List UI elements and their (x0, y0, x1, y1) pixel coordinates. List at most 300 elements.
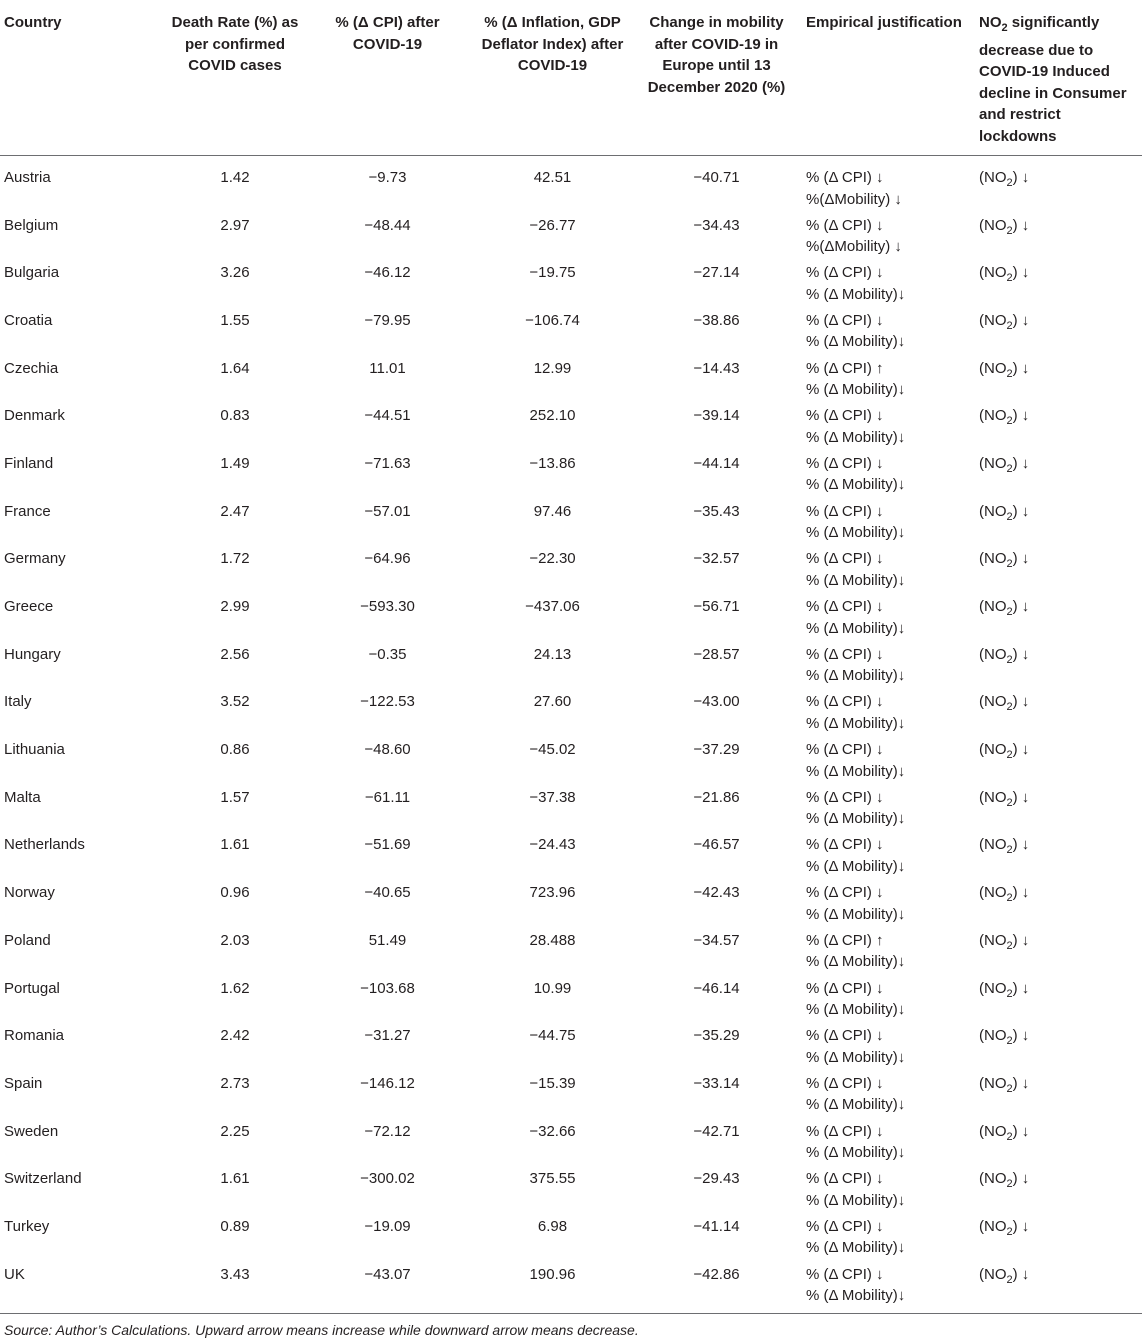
cell-inflation: 28.488 (529, 931, 576, 949)
cell-cpi: −46.12 (364, 264, 411, 282)
table-row (0, 978, 1142, 1026)
cell-empirical (798, 596, 973, 644)
empirical-mobility-line: % (Δ Mobility)↓ (806, 1096, 906, 1114)
cell-inflation: −26.77 (529, 216, 576, 234)
empirical-mobility-line: % (Δ Mobility)↓ (806, 381, 906, 399)
no2-suffix: ) ↓ (1012, 1217, 1030, 1235)
cell-country: Malta (4, 788, 41, 806)
cell-no2 (973, 453, 1142, 501)
cell-cpi: −19.09 (364, 1217, 411, 1235)
no2-suffix: ) ↓ (1012, 1074, 1030, 1092)
empirical-mobility-line: % (Δ Mobility)↓ (806, 857, 906, 875)
cell-empirical (798, 156, 973, 215)
empirical-mobility-line: % (Δ Mobility)↓ (806, 571, 906, 589)
cell-empirical (798, 215, 973, 263)
no2-subscript: 2 (1006, 177, 1013, 189)
cell-inflation: 97.46 (533, 502, 572, 520)
table-row (0, 596, 1142, 644)
cell-cpi: −64.96 (364, 550, 411, 568)
cell-mobility: −39.14 (693, 407, 740, 425)
empirical-cpi-line: % (Δ CPI) ↓ (806, 216, 884, 234)
cell-mobility: −32.57 (693, 550, 740, 568)
cell-country: Lithuania (4, 741, 65, 759)
no2-subscript: 2 (1006, 1273, 1013, 1286)
no2-suffix: ) ↓ (1012, 979, 1030, 997)
cell-no2 (973, 262, 1142, 310)
cell-mobility: −56.71 (693, 598, 740, 615)
no2-subscript: 2 (1006, 224, 1013, 237)
no2-subscript: 2 (1006, 1130, 1013, 1143)
cell-no2 (973, 215, 1142, 263)
no2-subscript: 2 (1006, 892, 1013, 905)
cell-no2 (973, 691, 1142, 739)
empirical-cpi-line: % (Δ CPI) ↓ (806, 693, 884, 711)
cell-no2 (973, 739, 1142, 787)
no2-subscript: 2 (1006, 653, 1013, 666)
no2-prefix: (NO (979, 1265, 1007, 1283)
no2-suffix: ) ↓ (1012, 931, 1030, 949)
cell-death-rate: 0.83 (220, 407, 250, 425)
cell-cpi: −61.11 (364, 788, 411, 806)
cell-empirical (798, 978, 973, 1026)
cell-inflation: 252.10 (529, 407, 576, 425)
no2-suffix: ) ↓ (1012, 359, 1030, 377)
table-row (0, 1168, 1142, 1216)
cell-no2 (973, 1073, 1142, 1121)
cell-mobility: −29.43 (693, 1170, 740, 1188)
empirical-mobility-line: % (Δ Mobility)↓ (806, 714, 906, 732)
header-country: Country (0, 12, 165, 156)
cell-death-rate: 0.96 (220, 884, 250, 902)
header-empirical: Empirical justification (798, 12, 973, 156)
no2-suffix: ) ↓ (1012, 454, 1030, 472)
no2-suffix: ) ↓ (1012, 216, 1030, 234)
table-row (0, 644, 1142, 692)
cell-empirical (798, 1073, 973, 1121)
cell-country: Sweden (4, 1122, 59, 1140)
cell-country: Norway (4, 884, 55, 902)
cell-empirical (798, 453, 973, 501)
cell-no2 (973, 596, 1142, 644)
cell-death-rate: 1.57 (220, 788, 250, 806)
no2-suffix: ) ↓ (1012, 407, 1030, 425)
no2-subscript: 2 (1006, 844, 1013, 857)
empirical-cpi-line: % (Δ CPI) ↓ (806, 1074, 884, 1092)
empirical-mobility-line: % (Δ Mobility)↓ (806, 953, 906, 971)
no2-prefix: (NO (979, 1217, 1007, 1235)
no2-suffix: ) ↓ (1012, 884, 1030, 902)
cell-mobility: −37.29 (693, 741, 740, 759)
cell-death-rate: 2.42 (220, 1027, 250, 1045)
cell-death-rate: 1.42 (220, 169, 250, 186)
cell-mobility: −27.14 (693, 264, 740, 282)
empirical-cpi-line: % (Δ CPI) ↓ (806, 741, 884, 759)
no2-prefix: (NO (979, 979, 1007, 997)
empirical-cpi-line: % (Δ CPI) ↓ (806, 1217, 884, 1235)
no2-subscript: 2 (1006, 987, 1013, 1000)
cell-death-rate: 2.97 (220, 216, 250, 234)
cell-mobility: −35.29 (693, 1027, 740, 1045)
table-header (0, 12, 1142, 156)
empirical-mobility-line: % (Δ Mobility)↓ (806, 619, 906, 637)
cell-death-rate: 1.62 (220, 979, 250, 997)
cell-empirical (798, 262, 973, 310)
table-row (0, 834, 1142, 882)
cell-cpi: −593.30 (360, 598, 415, 615)
empirical-cpi-line: % (Δ CPI) ↓ (806, 884, 884, 902)
cell-country: Belgium (4, 216, 59, 234)
cell-no2 (973, 1216, 1142, 1264)
no2-suffix: ) ↓ (1012, 645, 1030, 663)
no2-prefix: (NO (979, 598, 1007, 615)
cell-death-rate: 3.26 (220, 264, 250, 282)
cell-cpi: 11.01 (369, 359, 406, 377)
empirical-mobility-line: %(ΔMobility) ↓ (806, 238, 902, 255)
cell-mobility: −34.43 (693, 216, 740, 234)
cell-country: Netherlands (4, 836, 85, 854)
data-table (0, 12, 1142, 1314)
cell-country: Romania (4, 1027, 65, 1045)
no2-prefix: (NO (979, 454, 1007, 472)
table-row (0, 310, 1142, 358)
no2-suffix: ) ↓ (1012, 1027, 1030, 1045)
cell-mobility: −42.86 (635, 1264, 798, 1314)
cell-inflation: −15.39 (529, 1074, 576, 1092)
no2-subscript: 2 (1006, 1082, 1013, 1095)
cell-death-rate: 2.56 (220, 645, 250, 663)
header-row (0, 12, 1142, 156)
cell-country: Finland (4, 454, 54, 472)
cell-cpi: −48.60 (364, 741, 411, 759)
cell-country: Greece (4, 598, 54, 615)
cell-death-rate: 3.52 (220, 693, 250, 711)
cell-country: UK (0, 1264, 165, 1314)
cell-death-rate: 2.99 (220, 598, 250, 615)
cell-cpi: −300.02 (360, 1170, 415, 1188)
no2-subscript: 2 (1006, 272, 1013, 285)
no2-subscript: 2 (1006, 796, 1013, 809)
empirical-mobility-line: % (Δ Mobility)↓ (806, 476, 906, 494)
cell-death-rate: 1.49 (220, 454, 250, 472)
empirical-cpi-line: % (Δ CPI) ↓ (806, 407, 884, 425)
cell-empirical (798, 739, 973, 787)
cell-empirical (798, 882, 973, 930)
cell-no2 (973, 882, 1142, 930)
table-row (0, 215, 1142, 263)
no2-suffix: ) ↓ (1012, 788, 1030, 806)
table-row (0, 739, 1142, 787)
empirical-mobility-line: % (Δ Mobility)↓ (806, 667, 906, 685)
cell-inflation: 10.99 (533, 979, 572, 997)
cell-death-rate: 2.03 (220, 931, 250, 949)
no2-prefix: (NO (979, 359, 1007, 377)
cell-no2 (973, 156, 1142, 215)
cell-mobility: −35.43 (693, 502, 740, 520)
no2-subscript: 2 (1006, 415, 1013, 428)
no2-subscript: 2 (1006, 1178, 1013, 1191)
empirical-mobility-line: % (Δ Mobility)↓ (806, 1001, 906, 1018)
no2-suffix: ) ↓ (1012, 836, 1030, 854)
no2-subscript: 2 (1006, 939, 1013, 952)
empirical-mobility-line: % (Δ Mobility)↓ (806, 1239, 906, 1257)
cell-cpi: −31.27 (364, 1027, 411, 1045)
no2-prefix: (NO (979, 1027, 1007, 1045)
cell-empirical (798, 930, 973, 978)
header-mobility: Change in mobility after COVID-19 in Europe until 13 December 2020 (%) (635, 12, 798, 156)
cell-inflation: 190.96 (470, 1264, 635, 1314)
no2-suffix: ) ↓ (1012, 502, 1030, 520)
table-row (0, 548, 1142, 596)
empirical-cpi-line: % (Δ CPI) ↓ (806, 264, 884, 282)
cell-death-rate: 1.55 (220, 311, 250, 329)
cell-cpi: −79.95 (364, 311, 411, 329)
empirical-cpi-line: % (Δ CPI) ↓ (806, 550, 884, 568)
cell-cpi: −122.53 (360, 693, 415, 711)
cell-inflation: −13.86 (529, 454, 576, 472)
no2-subscript: 2 (1006, 701, 1013, 714)
empirical-cpi-line: % (Δ CPI) ↓ (806, 1265, 884, 1283)
table-row (0, 262, 1142, 310)
cell-no2 (973, 310, 1142, 358)
no2-suffix: ) ↓ (1012, 169, 1030, 186)
cell-inflation: −24.43 (529, 836, 576, 854)
no2-prefix: (NO (979, 1074, 1007, 1092)
no2-subscript: 2 (1006, 510, 1013, 523)
cell-no2 (973, 1168, 1142, 1216)
cell-country: Austria (4, 169, 51, 186)
table-row (0, 1216, 1142, 1264)
cell-mobility: −14.43 (693, 359, 740, 377)
cell-no2 (973, 548, 1142, 596)
no2-suffix: ) ↓ (1012, 1265, 1030, 1283)
cell-mobility: −46.14 (693, 979, 740, 997)
cell-empirical (798, 1168, 973, 1216)
cell-inflation: 723.96 (529, 884, 576, 902)
cell-country: Italy (4, 693, 32, 711)
empirical-cpi-line: % (Δ CPI) ↓ (806, 1122, 884, 1140)
cell-mobility: −38.86 (693, 311, 740, 329)
empirical-cpi-line: % (Δ CPI) ↓ (806, 645, 884, 663)
cell-mobility: −34.57 (693, 931, 740, 949)
cell-no2 (973, 644, 1142, 692)
header-inflation: % (Δ Inflation, GDP Deflator Index) after COVID-19 (470, 12, 635, 156)
cell-cpi: −40.65 (364, 884, 411, 902)
empirical-mobility-line: % (Δ Mobility)↓ (806, 1287, 906, 1305)
cell-cpi: −146.12 (360, 1074, 415, 1092)
no2-prefix: (NO (979, 741, 1007, 759)
cell-cpi: −72.12 (364, 1122, 411, 1140)
table-row (0, 691, 1142, 739)
table-row (0, 1073, 1142, 1121)
cell-inflation: 24.13 (533, 645, 572, 663)
header-no2-suffix: significantly decrease due to COVID-19 Induced decline in Consumer and restrict lockdowns (979, 14, 1127, 145)
cell-country: Bulgaria (4, 264, 60, 282)
table-row (0, 405, 1142, 453)
no2-prefix: (NO (979, 645, 1007, 663)
cell-mobility: −46.57 (693, 836, 740, 854)
empirical-mobility-line: % (Δ Mobility)↓ (806, 428, 906, 446)
no2-suffix: ) ↓ (1012, 1122, 1030, 1140)
no2-subscript: 2 (1006, 319, 1013, 332)
empirical-cpi-line: % (Δ CPI) ↑ (806, 931, 884, 949)
no2-suffix: ) ↓ (1012, 741, 1030, 759)
table-row (0, 882, 1142, 930)
cell-inflation: −437.06 (525, 598, 580, 615)
cell-no2 (973, 978, 1142, 1026)
no2-subscript: 2 (1006, 462, 1013, 475)
no2-prefix: (NO (979, 836, 1007, 854)
no2-prefix: (NO (979, 1122, 1007, 1140)
empirical-cpi-line: % (Δ CPI) ↓ (806, 169, 884, 186)
no2-prefix: (NO (979, 311, 1007, 329)
table-row (0, 787, 1142, 835)
cell-country: Germany (4, 550, 66, 568)
empirical-mobility-line: % (Δ Mobility)↓ (806, 333, 906, 351)
cell-inflation: 375.55 (529, 1170, 576, 1188)
no2-prefix: (NO (979, 931, 1007, 949)
empirical-cpi-line: % (Δ CPI) ↓ (806, 979, 884, 997)
cell-inflation: −37.38 (529, 788, 576, 806)
cell-death-rate: 2.47 (220, 502, 250, 520)
table-row (0, 1264, 1142, 1314)
cell-inflation: 6.98 (537, 1217, 568, 1235)
no2-subscript: 2 (1006, 1035, 1013, 1048)
cell-inflation: 12.99 (533, 359, 572, 377)
cell-country: Hungary (4, 645, 61, 663)
cell-country: Czechia (4, 359, 59, 377)
cell-mobility: −40.71 (693, 169, 740, 186)
cell-country: Spain (4, 1074, 43, 1092)
cell-cpi: −9.73 (368, 169, 407, 186)
no2-subscript: 2 (1006, 606, 1013, 618)
cell-mobility: −43.00 (693, 693, 740, 711)
empirical-mobility-line: %(ΔMobility) ↓ (806, 190, 902, 208)
no2-prefix: (NO (979, 884, 1007, 902)
cell-cpi: −103.68 (360, 979, 415, 997)
cell-inflation: −19.75 (529, 264, 576, 282)
cell-no2 (973, 930, 1142, 978)
cell-inflation: 27.60 (533, 693, 572, 711)
cell-mobility: −42.71 (693, 1122, 740, 1140)
cell-death-rate: 1.61 (220, 836, 250, 854)
cell-no2 (973, 1121, 1142, 1169)
empirical-cpi-line: % (Δ CPI) ↓ (806, 502, 884, 520)
cell-country: Switzerland (4, 1170, 82, 1188)
cell-country: Croatia (4, 311, 53, 329)
cell-death-rate: 1.64 (220, 359, 250, 377)
empirical-cpi-line: % (Δ CPI) ↑ (806, 359, 884, 377)
no2-prefix: (NO (979, 693, 1007, 711)
cell-cpi: −43.07 (305, 1264, 470, 1314)
cell-empirical (798, 691, 973, 739)
cell-country: Portugal (4, 979, 60, 997)
cell-empirical (798, 405, 973, 453)
no2-suffix: ) ↓ (1012, 550, 1030, 568)
no2-suffix: ) ↓ (1012, 311, 1030, 329)
cell-empirical (798, 501, 973, 549)
table-row (0, 453, 1142, 501)
cell-mobility: −28.57 (693, 645, 740, 663)
header-no2-prefix: NO (979, 14, 1002, 31)
cell-cpi: −51.69 (364, 836, 411, 854)
no2-prefix: (NO (979, 788, 1007, 806)
cell-no2 (973, 358, 1142, 406)
cell-mobility: −41.14 (693, 1217, 740, 1235)
header-no2-sub: 2 (1001, 22, 1008, 34)
empirical-mobility-line: % (Δ Mobility)↓ (806, 524, 906, 542)
empirical-mobility-line: % (Δ Mobility)↓ (806, 810, 906, 828)
cell-no2 (973, 1025, 1142, 1073)
empirical-cpi-line: % (Δ CPI) ↓ (806, 788, 884, 806)
empirical-mobility-line: % (Δ Mobility)↓ (806, 1048, 906, 1066)
cell-mobility: −21.86 (693, 788, 740, 806)
table-row (0, 1121, 1142, 1169)
cell-cpi: −0.35 (368, 645, 407, 663)
cell-cpi: −71.63 (364, 454, 411, 472)
table-row (0, 930, 1142, 978)
cell-death-rate: 1.72 (220, 550, 250, 568)
table-body (0, 156, 1142, 1314)
cell-no2 (973, 405, 1142, 453)
cell-empirical (798, 1025, 973, 1073)
no2-subscript: 2 (1006, 367, 1013, 380)
cell-no2 (973, 787, 1142, 835)
no2-prefix: (NO (979, 407, 1007, 425)
no2-prefix: (NO (979, 264, 1007, 282)
cell-inflation: −106.74 (525, 311, 580, 329)
cell-death-rate: 0.86 (220, 741, 250, 759)
empirical-mobility-line: % (Δ Mobility)↓ (806, 905, 906, 923)
cell-inflation: −22.30 (529, 550, 576, 568)
no2-subscript: 2 (1006, 1225, 1013, 1238)
cell-empirical (798, 787, 973, 835)
cell-cpi: −48.44 (364, 216, 411, 234)
no2-prefix: (NO (979, 169, 1007, 186)
no2-suffix: ) ↓ (1012, 264, 1030, 282)
cell-death-rate: 0.89 (220, 1217, 250, 1235)
cell-empirical (798, 1264, 973, 1314)
cell-inflation: −32.66 (529, 1122, 576, 1140)
no2-prefix: (NO (979, 502, 1007, 520)
empirical-mobility-line: % (Δ Mobility)↓ (806, 285, 906, 303)
cell-no2 (973, 834, 1142, 882)
cell-inflation: −44.75 (529, 1027, 576, 1045)
cell-death-rate: 2.73 (220, 1074, 250, 1092)
cell-empirical (798, 1216, 973, 1264)
header-cpi: % (Δ CPI) after COVID-19 (305, 12, 470, 156)
table-row (0, 156, 1142, 215)
no2-prefix: (NO (979, 216, 1007, 234)
empirical-mobility-line: % (Δ Mobility)↓ (806, 762, 906, 780)
table-row (0, 1025, 1142, 1073)
empirical-cpi-line: % (Δ CPI) ↓ (806, 1027, 884, 1045)
table-row (0, 358, 1142, 406)
cell-mobility: −44.14 (693, 454, 740, 472)
cell-cpi: −57.01 (364, 502, 411, 520)
empirical-cpi-line: % (Δ CPI) ↓ (806, 598, 884, 615)
no2-suffix: ) ↓ (1012, 598, 1030, 615)
empirical-cpi-line: % (Δ CPI) ↓ (806, 311, 884, 329)
no2-suffix: ) ↓ (1012, 693, 1030, 711)
cell-empirical (798, 834, 973, 882)
cell-mobility: −42.43 (693, 884, 740, 902)
cell-death-rate: 2.25 (220, 1122, 250, 1140)
cell-empirical (798, 644, 973, 692)
no2-subscript: 2 (1006, 558, 1013, 571)
cell-country: Turkey (4, 1217, 50, 1235)
empirical-cpi-line: % (Δ CPI) ↓ (806, 1170, 884, 1188)
cell-country: Poland (4, 931, 51, 949)
